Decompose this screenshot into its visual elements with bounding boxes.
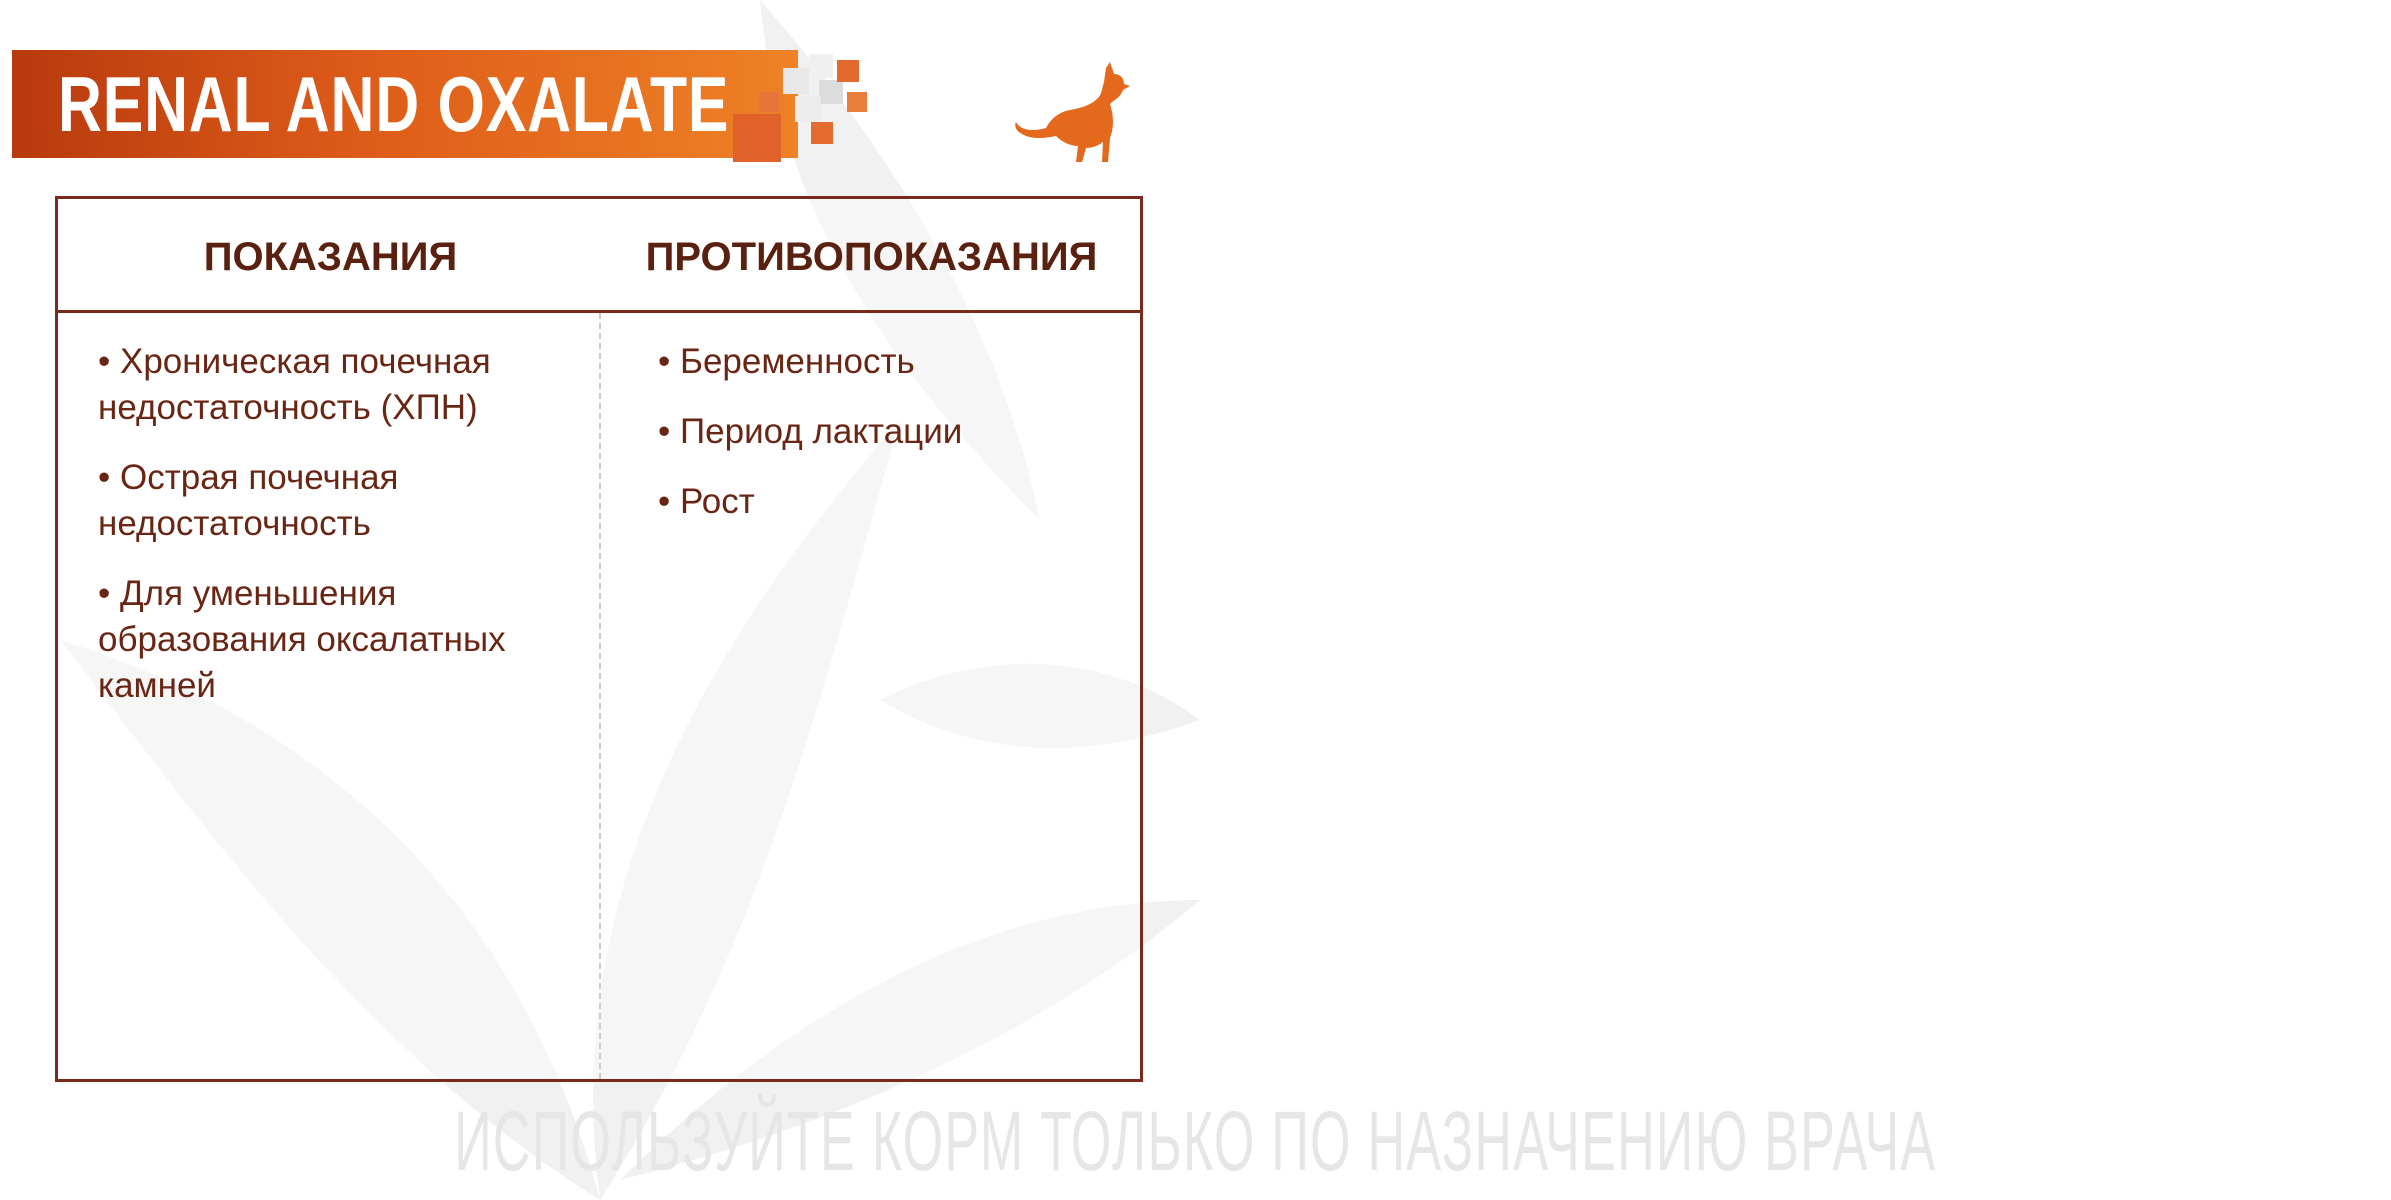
list-item: • Острая почечная недостаточность bbox=[98, 458, 399, 543]
page-title: RENAL AND OXALATE bbox=[58, 60, 730, 148]
footer-text: ИСПОЛЬЗУЙТЕ КОРМ ТОЛЬКО ПО НАЗНАЧЕНИЮ ВРАЧА bbox=[454, 1094, 1937, 1188]
list-item: • Хроническая почечная недостаточность (ХПН) bbox=[98, 342, 491, 427]
pixel-squares-icon bbox=[725, 48, 885, 173]
footer-disclaimer bbox=[0, 1094, 1937, 1188]
indications-heading: ПОКАЗАНИЯ bbox=[203, 235, 458, 279]
list-item: • Для уменьшения образования оксалатных камней bbox=[98, 574, 506, 705]
column-divider bbox=[599, 313, 601, 1079]
list-item: • Беременность bbox=[658, 342, 915, 381]
contraindications-list bbox=[658, 339, 1118, 549]
list-item: • Период лактации bbox=[658, 412, 963, 451]
contraindications-heading: ПРОТИВОПОКАЗАНИЯ bbox=[645, 235, 1098, 279]
indications-table bbox=[55, 196, 1143, 1082]
table-header-row bbox=[58, 199, 1140, 313]
list-item: • Рост bbox=[658, 482, 755, 521]
indications-list bbox=[98, 339, 578, 733]
cat-silhouette-icon bbox=[1010, 54, 1140, 169]
